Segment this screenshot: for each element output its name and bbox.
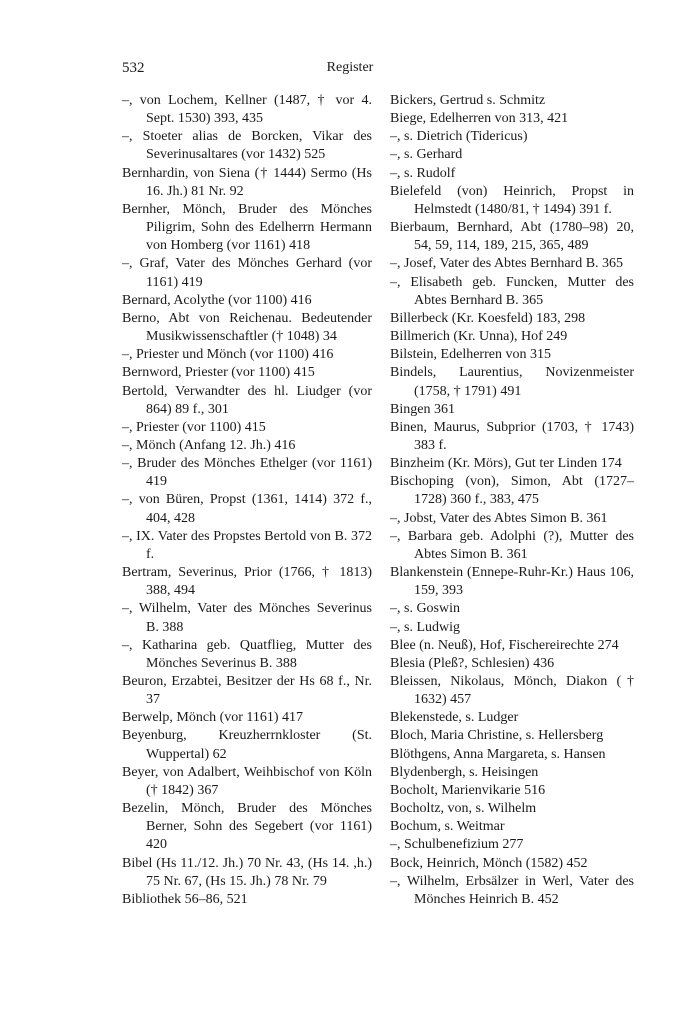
- index-column-right: [390, 92, 634, 909]
- index-entry: Blydenbergh, s. Heisingen: [390, 764, 539, 780]
- index-entry: Billerbeck (Kr. Koesfeld) 183, 298: [390, 310, 586, 326]
- index-entry: –, s. Ludwig: [390, 619, 460, 635]
- index-entry: Binen, Maurus, Subprior (1703, † 1743) 383 f.: [390, 419, 634, 453]
- index-entry: Bernhardin, von Siena († 1444) Sermo (Hs 16. Jh.) 81 Nr. 92: [122, 165, 372, 199]
- index-entry: Bielefeld (von) Heinrich, Propst in Helmstedt (1480/81, † 1494) 391 f.: [390, 183, 634, 217]
- index-entry: Bertold, Verwandter des hl. Liudger (vor 864) 89 f., 301: [122, 383, 372, 417]
- index-entry: Bindels, Laurentius, Novizenmeister (1758, † 1791) 491: [390, 365, 634, 399]
- index-entry: –, Jobst, Vater des Abtes Simon B. 361: [390, 510, 608, 526]
- index-entry: Bilstein, Edelherren von 315: [390, 347, 551, 363]
- index-entry: –, Bruder des Mönches Ethelger (vor 1161) 419: [122, 456, 372, 490]
- index-entry: –, IX. Vater des Propstes Bertold von B. 372 f.: [122, 528, 372, 562]
- index-entry: Bernword, Priester (vor 1100) 415: [122, 365, 315, 381]
- index-entry: Bloch, Maria Christine, s. Hellersberg: [390, 728, 604, 744]
- index-column-left: [122, 92, 372, 909]
- index-entry: –, Mönch (Anfang 12. Jh.) 416: [122, 437, 296, 453]
- index-entry: Bochum, s. Weitmar: [390, 819, 505, 835]
- index-entry: –, Wilhelm, Erbsälzer in Werl, Vater des Mönches Heinrich B. 452: [390, 873, 634, 907]
- index-entry: Bock, Heinrich, Mönch (1582) 452: [390, 855, 588, 871]
- index-entry: Beuron, Erzabtei, Besitzer der Hs 68 f., Nr. 37: [122, 674, 372, 708]
- index-entry: –, s. Goswin: [390, 601, 461, 617]
- index-entry: –, Elisabeth geb. Funcken, Mutter des Abtes Bernhard B. 365: [390, 274, 634, 308]
- index-entry: Blee (n. Neuß), Hof, Fischereirechte 274: [390, 637, 619, 653]
- index-entry: Blekenstede, s. Ludger: [390, 710, 519, 726]
- index-entry: –, s. Gerhard: [390, 147, 463, 163]
- index-entry: –, s. Dietrich (Tidericus): [390, 129, 528, 145]
- index-entry: Blöthgens, Anna Margareta, s. Hansen: [390, 746, 606, 762]
- index-entry: –, Graf, Vater des Mönches Gerhard (vor 1161) 419: [122, 256, 372, 290]
- index-entry: –, Priester und Mönch (vor 1100) 416: [122, 347, 334, 363]
- index-entry: Bibliothek 56–86, 521: [122, 891, 248, 907]
- index-entry: Blankenstein (Ennepe-Ruhr-Kr.) Haus 106, 159, 393: [390, 565, 634, 599]
- index-entry: Berno, Abt von Reichenau. Bedeutender Musikwissenschaftler († 1048) 34: [122, 310, 372, 345]
- index-entry: –, Schulbenefizium 277: [390, 837, 524, 853]
- index-entry: Billmerich (Kr. Unna), Hof 249: [390, 329, 568, 345]
- index-entry: Biege, Edelherren von 313, 421: [390, 111, 569, 127]
- index-entry: Bibel (Hs 11./12. Jh.) 70 Nr. 43, (Hs 14. ,h.) 75 Nr. 67, (Hs 15. Jh.) 78 Nr. 79: [122, 855, 372, 889]
- index-entry: Bertram, Severinus, Prior (1766, † 1813) 388, 494: [122, 565, 372, 599]
- index-entry: –, Stoeter alias de Borcken, Vikar des Severinusaltares (vor 1432) 525: [122, 129, 372, 163]
- index-entry: Bocholt, Marienvikarie 516: [390, 782, 546, 798]
- running-header: Register: [326, 60, 374, 75]
- index-entry: –, Josef, Vater des Abtes Bernhard B. 365: [390, 256, 624, 272]
- index-entry: Beyer, von Adalbert, Weihbischof von Köln († 1842) 367: [122, 764, 372, 798]
- index-entry: Bernher, Mönch, Bruder des Mönches Piligrim, Sohn des Edelherrn Hermann von Homberg (vor 1161) 418: [122, 201, 372, 254]
- index-entry: Bleissen, Nikolaus, Mönch, Diakon († 1632) 457: [390, 674, 634, 708]
- index-entry: –, von Büren, Propst (1361, 1414) 372 f., 404, 428: [122, 492, 372, 526]
- index-entry: Bingen 361: [390, 401, 455, 417]
- index-entry: –, Barbara geb. Adolphi (?), Mutter des Abtes Simon B. 361: [390, 528, 634, 562]
- index-entry: Bocholtz, von, s. Wilhelm: [390, 801, 537, 817]
- index-entry: –, Priester (vor 1100) 415: [122, 419, 266, 435]
- index-entry: Blesia (Pleß?, Schlesien) 436: [390, 655, 555, 671]
- index-entry: Binzheim (Kr. Mörs), Gut ter Linden 174: [390, 456, 622, 472]
- index-entry: Bickers, Gertrud s. Schmitz: [390, 93, 546, 108]
- index-entry: –, Wilhelm, Vater des Mönches Severinus B. 388: [122, 601, 372, 635]
- index-entry: –, von Lochem, Kellner (1487, † vor 4. Sept. 1530) 393, 435: [122, 93, 372, 127]
- index-entry: Bierbaum, Bernhard, Abt (1780–98) 20, 54, 59, 114, 189, 215, 365, 489: [390, 220, 634, 254]
- index-entry: –, Katharina geb. Quatflieg, Mutter des Mönches Severinus B. 388: [122, 637, 372, 671]
- index-entry: Beyenburg, Kreuzherrnkloster (St. Wuppertal) 62: [122, 728, 372, 762]
- index-entry: Bezelin, Mönch, Bruder des Mönches Berner, Sohn des Segebert (vor 1161) 420: [122, 801, 372, 853]
- page-number: 532: [122, 60, 145, 76]
- index-entry: –, s. Rudolf: [390, 165, 456, 181]
- index-entry: Berwelp, Mönch (vor 1161) 417: [122, 710, 304, 726]
- index-entry: Bernard, Acolythe (vor 1100) 416: [122, 292, 312, 308]
- index-entry: Bischoping (von), Simon, Abt (1727–1728) 360 f., 383, 475: [390, 474, 634, 508]
